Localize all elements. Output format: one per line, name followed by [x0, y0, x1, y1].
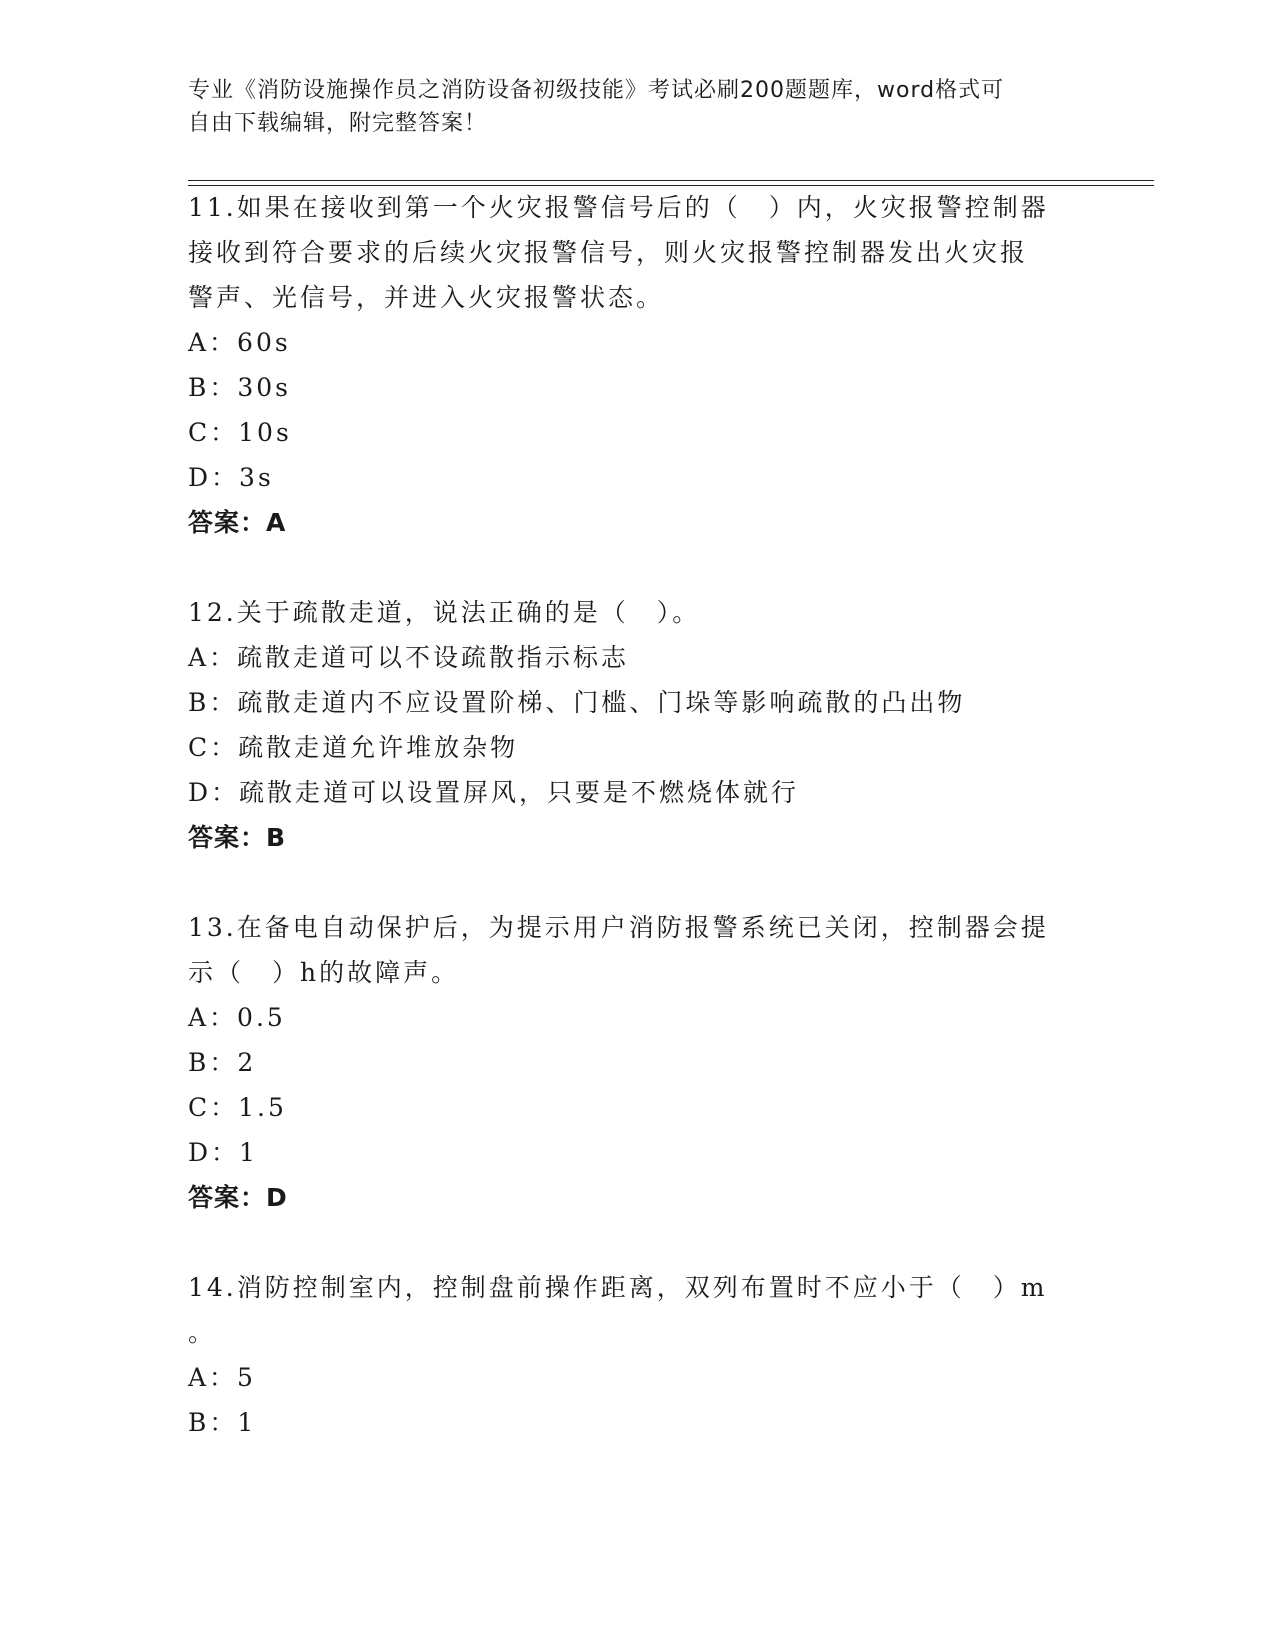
- option-a: A：60s: [188, 328, 291, 357]
- option-b: B：30s: [188, 373, 292, 402]
- option-a: A：疏散走道可以不设疏散指示标志: [188, 643, 630, 672]
- option-c: C：1.5: [188, 1093, 287, 1122]
- header-line-1: 专业《消防设施操作员之消防设备初级技能》考试必刷200题题库，word格式可: [188, 78, 1005, 103]
- question-stem-line: 警声、光信号，并进入火灾报警状态。: [188, 283, 665, 312]
- question-stem-line: 13.在备电自动保护后，为提示用户消防报警系统已关闭，控制器会提: [188, 913, 1049, 942]
- question-stem-line: 接收到符合要求的后续火灾报警信号，则火灾报警控制器发出火灾报: [188, 238, 1029, 267]
- question-stem-line: 示（ ）h的故障声。: [188, 958, 460, 987]
- option-a: A：0.5: [188, 1003, 286, 1032]
- option-b: B：1: [188, 1408, 257, 1437]
- option-a: A：5: [188, 1363, 256, 1392]
- header-divider: [188, 180, 1154, 186]
- option-d: D：3s: [188, 463, 274, 492]
- answer-label: 答案：B: [188, 823, 287, 852]
- question-stem-line: 。: [188, 1318, 217, 1347]
- header-line-2: 自由下载编辑，附完整答案！: [188, 111, 488, 136]
- document-header: [188, 74, 1088, 140]
- option-b: B：2: [188, 1048, 257, 1077]
- option-d: D：1: [188, 1138, 258, 1167]
- option-c: C：10s: [188, 418, 292, 447]
- question-stem-line: 12.关于疏散走道，说法正确的是（ ）。: [188, 598, 701, 627]
- answer-label: 答案：D: [188, 1183, 288, 1212]
- option-b: B：疏散走道内不应设置阶梯、门槛、门垛等影响疏散的凸出物: [188, 688, 966, 717]
- option-c: C：疏散走道允许堆放杂物: [188, 733, 519, 762]
- question-stem-line: 11.如果在接收到第一个火灾报警信号后的（ ）内，火灾报警控制器: [188, 193, 1049, 222]
- answer-label: 答案：A: [188, 508, 287, 537]
- option-d: D：疏散走道可以设置屏风，只要是不燃烧体就行: [188, 778, 800, 807]
- question-stem-line: 14.消防控制室内，控制盘前操作距离，双列布置时不应小于（ ）m: [188, 1273, 1048, 1302]
